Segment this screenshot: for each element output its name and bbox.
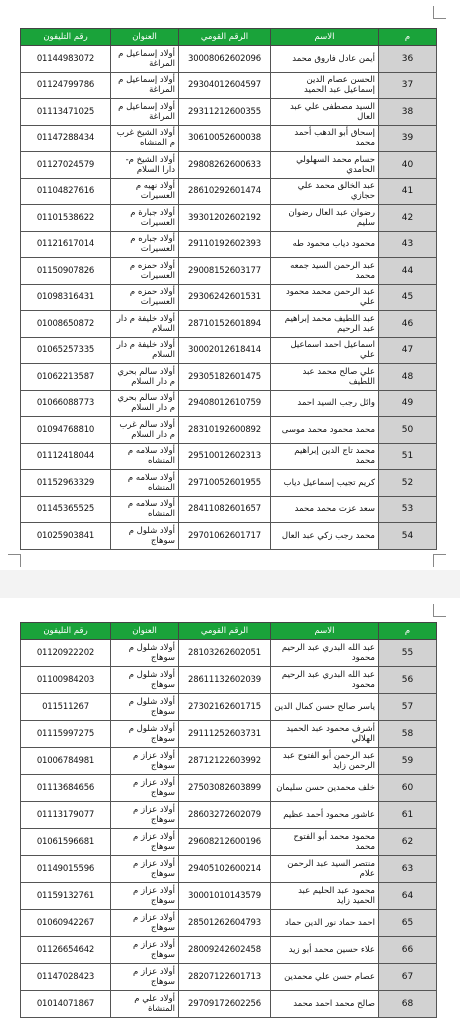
table-row: [21, 883, 437, 910]
national-id: 28103262602051: [179, 640, 271, 667]
phone-number: 01066088773: [21, 390, 111, 417]
national-id: 29306242601531: [179, 284, 271, 311]
phone-number: 01065257335: [21, 337, 111, 364]
address: أولاد شلول م سوهاج: [111, 523, 179, 550]
phone-number: 01150907826: [21, 258, 111, 285]
data-table-page-2: [20, 622, 437, 1018]
table-row: [21, 152, 437, 179]
person-name: وائل رجب السيد احمد: [271, 390, 379, 417]
header-m: م: [379, 623, 437, 640]
row-number: 63: [379, 856, 437, 883]
person-name: عبد الرحمن السيد جمعه محمد: [271, 258, 379, 285]
row-number: 58: [379, 721, 437, 748]
table-row: [21, 937, 437, 964]
national-id: 28611132602039: [179, 667, 271, 694]
national-id: 29008152603177: [179, 258, 271, 285]
row-number: 54: [379, 523, 437, 550]
address: أولاد سلامه م المنشاه: [111, 443, 179, 470]
national-id: 29305182601475: [179, 364, 271, 391]
person-name: عبد الرحمن محمد محمود علي: [271, 284, 379, 311]
person-name: كريم تجيب إسماعيل دياب: [271, 470, 379, 497]
person-name: احمد حماد نور الدين حماد: [271, 910, 379, 937]
row-number: 38: [379, 99, 437, 126]
address: أولاد شلول م سوهاج: [111, 667, 179, 694]
address: أولاد حمزه م العسيرات: [111, 284, 179, 311]
person-name: أشرف محمود عبد الحميد الهلالي: [271, 721, 379, 748]
address: أولاد سالم بحري م دار السلام: [111, 364, 179, 391]
address: أولاد نهيه م العسيرات: [111, 178, 179, 205]
national-id: 29808262600633: [179, 152, 271, 179]
row-number: 51: [379, 443, 437, 470]
phone-number: 01147028423: [21, 964, 111, 991]
table-row: [21, 748, 437, 775]
table-row: [21, 417, 437, 444]
address: أولاد عزاز م سوهاج: [111, 748, 179, 775]
national-id: 28710152601894: [179, 311, 271, 338]
table-row: [21, 991, 437, 1018]
address: أولاد إسماعيل م المراغة: [111, 99, 179, 126]
address: أولاد سالم غرب م دار السلام: [111, 417, 179, 444]
national-id: 28310192600892: [179, 417, 271, 444]
national-id: 39301202602192: [179, 205, 271, 232]
crop-mark: [433, 554, 446, 567]
row-number: 65: [379, 910, 437, 937]
person-name: حسام محمد السهلولي الحامدي: [271, 152, 379, 179]
phone-number: 01126654642: [21, 937, 111, 964]
address: أولاد شلول م سوهاج: [111, 694, 179, 721]
table-row: [21, 910, 437, 937]
person-name: صالح محمد احمد محمد: [271, 991, 379, 1018]
table-row: [21, 205, 437, 232]
phone-number: 01060942267: [21, 910, 111, 937]
table-row: [21, 284, 437, 311]
table-row: [21, 364, 437, 391]
table-header-row: [21, 29, 437, 46]
table-row: [21, 802, 437, 829]
row-number: 52: [379, 470, 437, 497]
national-id: 27503082603899: [179, 775, 271, 802]
header-address: العنوان: [111, 29, 179, 46]
address: أولاد جباره م العسيرات: [111, 231, 179, 258]
phone-number: 01094768810: [21, 417, 111, 444]
address: أولاد علي م المنشاة: [111, 991, 179, 1018]
phone-number: 01112418044: [21, 443, 111, 470]
person-name: علاء حسين محمد أبو زيد: [271, 937, 379, 964]
header-name: الاسم: [271, 29, 379, 46]
phone-number: 01120922202: [21, 640, 111, 667]
phone-number: 01062213587: [21, 364, 111, 391]
address: أولاد جبارة م العسيرات: [111, 205, 179, 232]
phone-number: 01144983072: [21, 46, 111, 73]
table-row: [21, 337, 437, 364]
person-name: محمود عبد الحليم عبد الحميد زايد: [271, 883, 379, 910]
table-row: [21, 694, 437, 721]
row-number: 41: [379, 178, 437, 205]
national-id: 29608212600196: [179, 829, 271, 856]
table-row: [21, 496, 437, 523]
address: أولاد إسماعيل م المراغة: [111, 72, 179, 99]
table-row: [21, 178, 437, 205]
address: أولاد عزاز م سوهاج: [111, 802, 179, 829]
person-name: عبد الخالق محمد علي حجازي: [271, 178, 379, 205]
table-row: [21, 72, 437, 99]
crop-mark: [8, 554, 21, 567]
national-id: 28712122603992: [179, 748, 271, 775]
phone-number: 01121617014: [21, 231, 111, 258]
table-row: [21, 829, 437, 856]
national-id: 29710052601955: [179, 470, 271, 497]
person-name: الحسن عصام الدين إسماعيل عبد الحميد: [271, 72, 379, 99]
row-number: 42: [379, 205, 437, 232]
row-number: 67: [379, 964, 437, 991]
row-number: 43: [379, 231, 437, 258]
national-id: 30008062602096: [179, 46, 271, 73]
person-name: عبد الرحمن أبو الفتوح عبد الرحمن زايد: [271, 748, 379, 775]
table-row: [21, 721, 437, 748]
person-name: عبد الله البدري عبد الرحيم محمود: [271, 667, 379, 694]
row-number: 68: [379, 991, 437, 1018]
row-number: 46: [379, 311, 437, 338]
person-name: محمد تاج الدين إبراهيم محمد: [271, 443, 379, 470]
address: أولاد عزاز م سوهاج: [111, 856, 179, 883]
table-row: [21, 231, 437, 258]
phone-number: 01104827616: [21, 178, 111, 205]
row-number: 57: [379, 694, 437, 721]
person-name: محمود دياب محمود طه: [271, 231, 379, 258]
address: أولاد عزاز م سوهاج: [111, 964, 179, 991]
national-id: 28411082601657: [179, 496, 271, 523]
person-name: عبد اللطيف محمد إبراهيم عبد الرحيم: [271, 311, 379, 338]
header-phone: رقم التليفون: [21, 623, 111, 640]
national-id: 29304012604597: [179, 72, 271, 99]
national-id: 29311212600355: [179, 99, 271, 126]
row-number: 40: [379, 152, 437, 179]
person-name: محمد رجب زكي عبد العال: [271, 523, 379, 550]
phone-number: 01149015596: [21, 856, 111, 883]
row-number: 66: [379, 937, 437, 964]
phone-number: 01101538622: [21, 205, 111, 232]
address: أولاد الشيخ م- دارا السلام: [111, 152, 179, 179]
address: أولاد شلول م سوهاج: [111, 640, 179, 667]
national-id: 29510012602313: [179, 443, 271, 470]
national-id: 28603272602079: [179, 802, 271, 829]
address: أولاد حمزه م العسيرات: [111, 258, 179, 285]
phone-number: 01113471025: [21, 99, 111, 126]
address: أولاد عزاز م سوهاج: [111, 775, 179, 802]
national-id: 28009242602458: [179, 937, 271, 964]
national-id: 29110192602393: [179, 231, 271, 258]
row-number: 48: [379, 364, 437, 391]
person-name: محمد محمود محمد موسى: [271, 417, 379, 444]
address: أولاد عزاز م سوهاج: [111, 829, 179, 856]
header-address: العنوان: [111, 623, 179, 640]
person-name: السيد مصطفى علي عبد العال: [271, 99, 379, 126]
header-phone: رقم التليفون: [21, 29, 111, 46]
national-id: 30001010143579: [179, 883, 271, 910]
national-id: 30610052600038: [179, 125, 271, 152]
address: أولاد الشيخ غرب م المنشاه: [111, 125, 179, 152]
header-m: م: [379, 29, 437, 46]
phone-number: 01006784981: [21, 748, 111, 775]
national-id: 27302162601715: [179, 694, 271, 721]
address: أولاد عزاز م سوهاج: [111, 937, 179, 964]
row-number: 60: [379, 775, 437, 802]
row-number: 50: [379, 417, 437, 444]
phone-number: 01115997275: [21, 721, 111, 748]
phone-number: 01113179077: [21, 802, 111, 829]
table-header-row: [21, 623, 437, 640]
address: أولاد خليفة م دار السلام: [111, 311, 179, 338]
national-id: 29111252603731: [179, 721, 271, 748]
address: أولاد عزاز م سوهاج: [111, 883, 179, 910]
person-name: إسحاق أبو الدهب أحمد محمد: [271, 125, 379, 152]
phone-number: 01113684656: [21, 775, 111, 802]
table-row: [21, 667, 437, 694]
national-id: 28610292601474: [179, 178, 271, 205]
page-gap: [0, 570, 460, 598]
national-id: 28501262604793: [179, 910, 271, 937]
table-row: [21, 390, 437, 417]
row-number: 45: [379, 284, 437, 311]
row-number: 64: [379, 883, 437, 910]
address: أولاد سلامه م المنشاه: [111, 496, 179, 523]
address: أولاد سالم بحري م دار السلام: [111, 390, 179, 417]
table-row: [21, 640, 437, 667]
crop-mark: [433, 604, 446, 617]
row-number: 56: [379, 667, 437, 694]
person-name: علي صالح محمد عبد اللطيف: [271, 364, 379, 391]
person-name: عاشور محمود أحمد عظيم: [271, 802, 379, 829]
row-number: 61: [379, 802, 437, 829]
table-row: [21, 470, 437, 497]
address: أولاد إسماعيل م المراغة: [111, 46, 179, 73]
table-row: [21, 443, 437, 470]
phone-number: 01100984203: [21, 667, 111, 694]
phone-number: 011511267: [21, 694, 111, 721]
phone-number: 01124799786: [21, 72, 111, 99]
person-name: أيمن عادل فاروق محمد: [271, 46, 379, 73]
row-number: 47: [379, 337, 437, 364]
table-row: [21, 99, 437, 126]
table-row: [21, 856, 437, 883]
phone-number: 01014071867: [21, 991, 111, 1018]
phone-number: 01127024579: [21, 152, 111, 179]
header-national-id: الرقم القومي: [179, 29, 271, 46]
phone-number: 01025903841: [21, 523, 111, 550]
national-id: 30002012618414: [179, 337, 271, 364]
national-id: 28207122601713: [179, 964, 271, 991]
table-row: [21, 775, 437, 802]
table-row: [21, 964, 437, 991]
person-name: منتصر السيد عبد الرحمن علام: [271, 856, 379, 883]
address: أولاد عزاز م سوهاج: [111, 910, 179, 937]
national-id: 29408012610759: [179, 390, 271, 417]
national-id: 29709172602256: [179, 991, 271, 1018]
address: أولاد خليفة م دار السلام: [111, 337, 179, 364]
national-id: 29405102600214: [179, 856, 271, 883]
phone-number: 01147288434: [21, 125, 111, 152]
table-row: [21, 46, 437, 73]
row-number: 37: [379, 72, 437, 99]
table-row: [21, 523, 437, 550]
row-number: 59: [379, 748, 437, 775]
row-number: 44: [379, 258, 437, 285]
phone-number: 01145365525: [21, 496, 111, 523]
person-name: محمود محمد أبو الفتوح محمد: [271, 829, 379, 856]
person-name: رضوان عبد العال رضوان سليم: [271, 205, 379, 232]
address: أولاد سلامه م المنشاه: [111, 470, 179, 497]
phone-number: 01159132761: [21, 883, 111, 910]
header-national-id: الرقم القومي: [179, 623, 271, 640]
phone-number: 01061596681: [21, 829, 111, 856]
crop-mark: [433, 6, 446, 19]
person-name: خلف محمدين حسن سليمان: [271, 775, 379, 802]
phone-number: 01008650872: [21, 311, 111, 338]
table-row: [21, 125, 437, 152]
phone-number: 01152963329: [21, 470, 111, 497]
row-number: 62: [379, 829, 437, 856]
header-name: الاسم: [271, 623, 379, 640]
table-row: [21, 258, 437, 285]
address: أولاد شلول م سوهاج: [111, 721, 179, 748]
row-number: 36: [379, 46, 437, 73]
national-id: 29701062601717: [179, 523, 271, 550]
data-table-page-1: [20, 28, 437, 550]
table-row: [21, 311, 437, 338]
row-number: 53: [379, 496, 437, 523]
person-name: عبد الله البدري عبد الرحيم محمود: [271, 640, 379, 667]
person-name: سعد عزت محمد محمد: [271, 496, 379, 523]
row-number: 55: [379, 640, 437, 667]
row-number: 49: [379, 390, 437, 417]
phone-number: 01098316431: [21, 284, 111, 311]
row-number: 39: [379, 125, 437, 152]
person-name: اسماعيل احمد اسماعيل علي: [271, 337, 379, 364]
person-name: ياسر صالح حسن كمال الدين: [271, 694, 379, 721]
person-name: عصام حسن علي محمدين: [271, 964, 379, 991]
